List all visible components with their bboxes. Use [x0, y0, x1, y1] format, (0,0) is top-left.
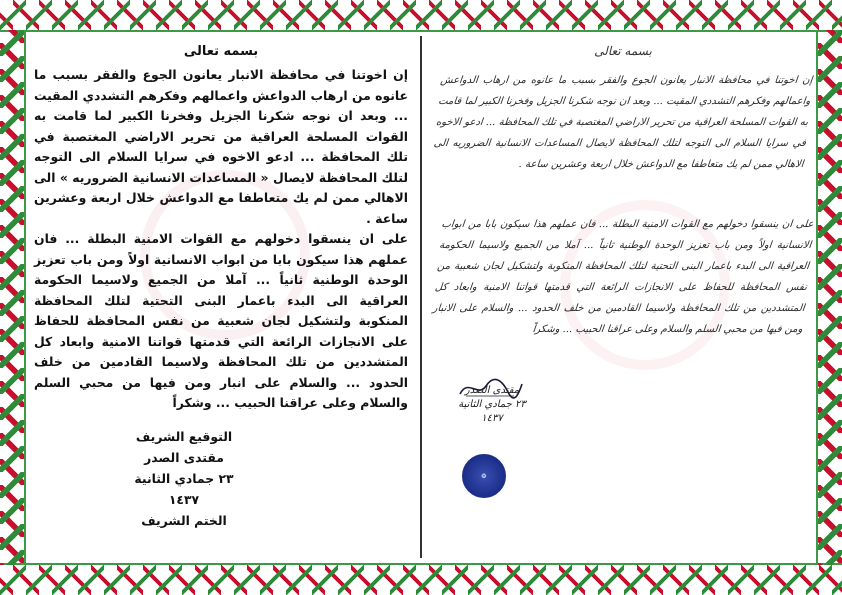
seal-caption: الختم الشريف [141, 513, 227, 528]
typed-paragraph: على ان ينسقوا دخولهم مع القوات الامنية البطلة ... فان عملهم هذا سيكون بابا من ابواب الانسانية اولاً ومن باب تعزيز الوحدة الوطنية ثانياً ... آملا من الجميع ولاسيما الحكومة العراقية الى البدء باعمار البنى التحتية لتلك المحافظة المنكوبة ولتشكيل لجان شعبية من نفس المحافظة للحفاظ على الانجازات الرائعة التي قدمتها قواتنا الامنية وابعاد كل المتشددين من تلك المحافظة ولاسيما القادمين من خلف الحدود ... والسلام على انبار ومن فيها من محبي السلم والسلام وعلى عراقنا الحبيب ... وشكراً [34, 231, 408, 410]
decorative-border-top [0, 0, 842, 32]
decorative-border-left [0, 30, 26, 565]
signature-date: ٢٣ جمادي الثانية ١٤٣٧ [458, 399, 526, 424]
seal-text: ❂ [481, 472, 487, 480]
signer-name: مقتدى الصدر [144, 450, 224, 465]
handwritten-heading: بسمه تعالى [594, 44, 652, 58]
column-divider [420, 36, 422, 558]
signer-name: مقتدى الصدر [464, 385, 520, 396]
typed-heading: بسمه تعالى [183, 44, 259, 59]
decorative-border-bottom [0, 563, 842, 595]
signature-date: ٢٣ جمادي الثانية ١٤٣٧ [134, 471, 234, 507]
handwritten-paragraph: إن اخوتنا في محافظة الانبار يعانون الجوع والفقر بسبب ما عانوه من ارهاب الدواعش واعمالهم وفكرهم التشددي المقيت ... وبعد ان نوجه شكرنا الجزيل وفخرنا الكبير لما قامت به القوات المسلحة العراقية من تحرير الاراضي المغتصبة في تلك المحافظة ... ادعو الاخوه في سرايا السلام الى التوجه لتلك المحافظة لايصال المساعدات الانسانية الضروريه الى الاهالي ممن لم يك متعاطفا مع الدواعش خلال اربعة وعشرين ساعة . [433, 75, 813, 170]
decorative-border-right [816, 30, 842, 565]
typed-paragraph: إن اخوتنا في محافظة الانبار يعانون الجوع والفقر بسبب ما عانوه من ارهاب الدواعش واعمالهم وفكرهم التشددي المقيت ... وبعد ان نوجه شكرنا الجزيل وفخرنا الكبير لما قامت به القوات المسلحة العراقية من تحرير الاراضي المغتصبة في تلك المحافظة ... ادعو الاخوه في سرايا السلام الى التوجه لتلك المحافظة لايصال « المساعدات الانسانية الضروريه » الى الاهالي ممن لم يك متعاطفا مع الدواعش خلال اربعة وعشرين ساعة . [34, 67, 408, 226]
handwritten-paragraph: على ان ينسقوا دخولهم مع القوات الامنية البطلة ... فان عملهم هذا سيكون بابا من ابواب الانسانية اولاً ومن باب تعزيز الوحدة الوطنية ثانياً ... آملا من الجميع ولاسيما الحكومة العراقية الى البدء باعمار البنى التحتية لتلك المحافظة المنكوبة ولتشكيل لجان شعبية من نفس المحافظة للحفاظ على الانجازات الرائعة التي قدمتها قواتنا الامنية وابعاد كل المتشددين من تلك المحافظة ولاسيما القادمين من خلف الحدود ... والسلام على الانبار ومن فيها من محبي السلم والسلام وعلى عراقنا الحبيب ... وشكراً [432, 219, 815, 335]
typed-signature-block [134, 426, 234, 531]
typed-transcription [30, 36, 412, 556]
handwritten-letter [428, 36, 815, 556]
handwritten-signature-block [446, 384, 538, 426]
signature-caption: التوقيع الشريف [135, 429, 233, 444]
round-seal-stamp-icon [462, 454, 506, 498]
